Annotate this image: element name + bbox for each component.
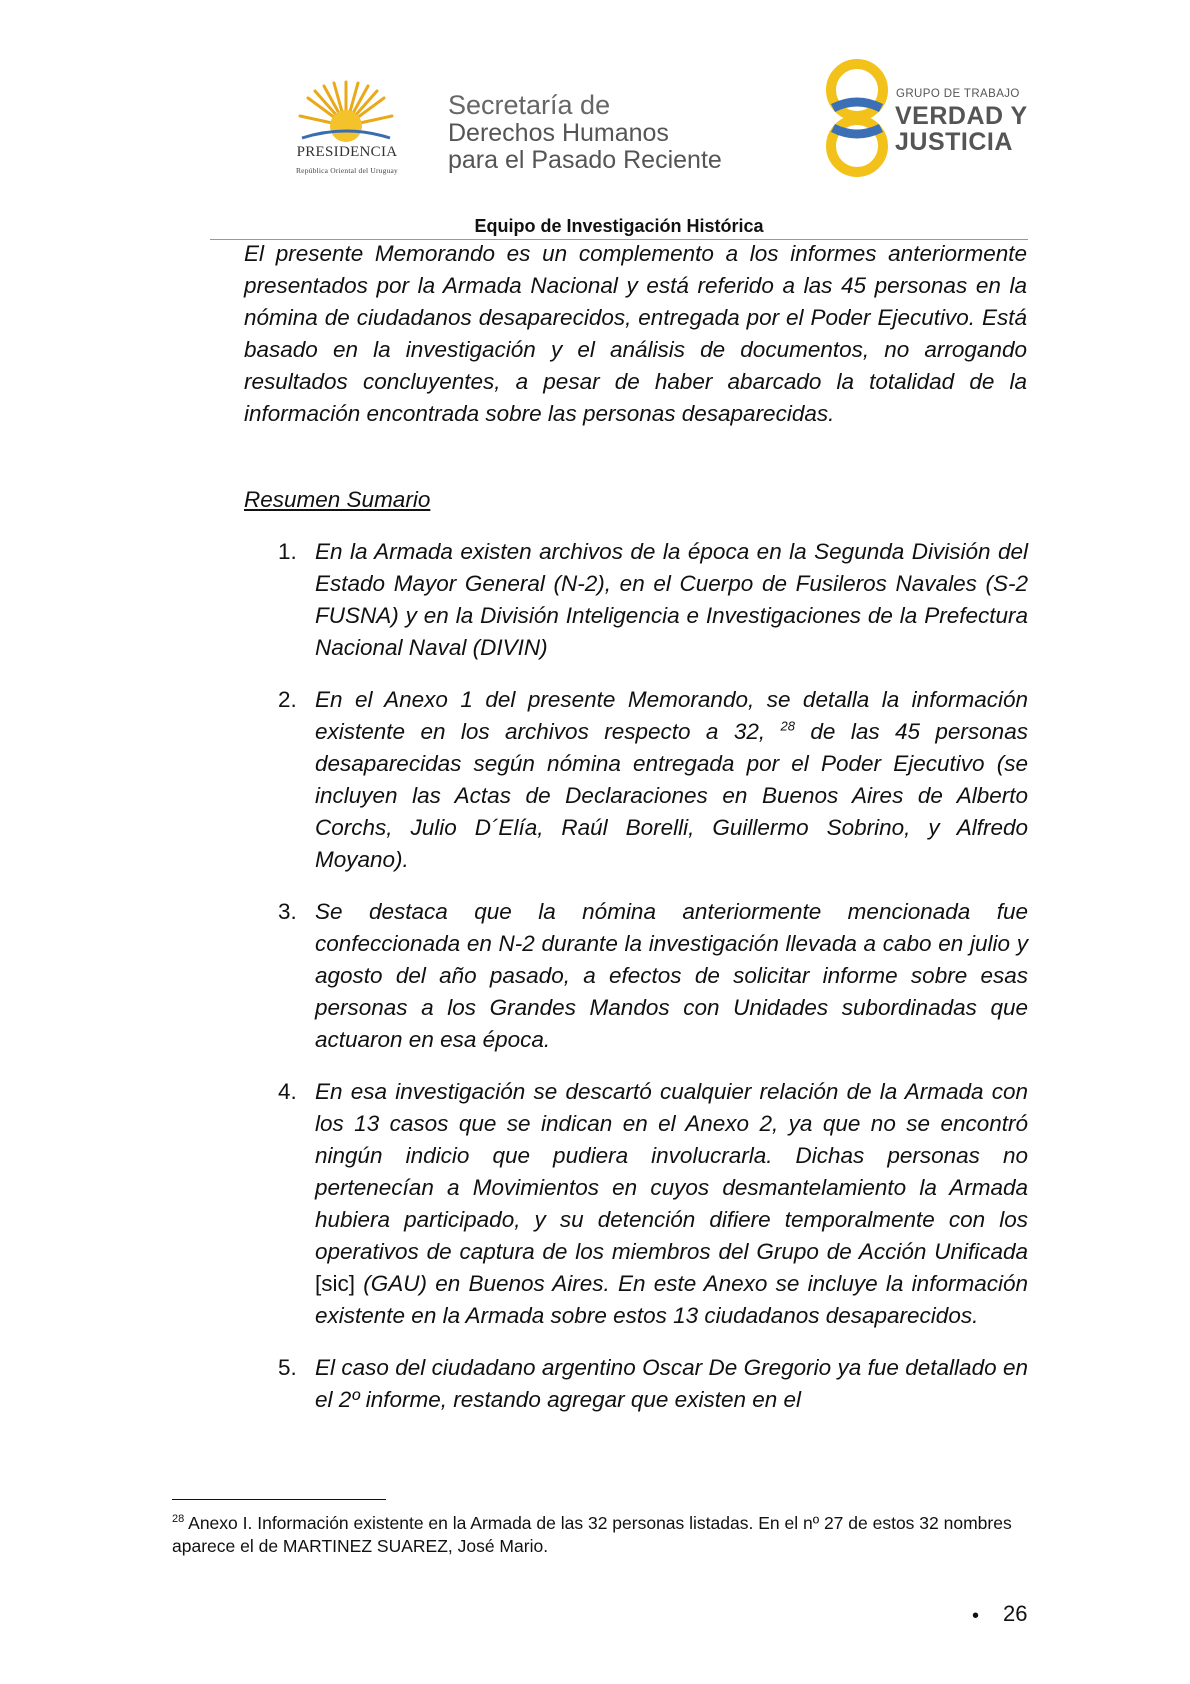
presidencia-subtitle: República Oriental del Uruguay <box>295 166 398 175</box>
secretaria-line3: para el Pasado Reciente <box>448 146 722 174</box>
page-bullet: • <box>972 1605 980 1627</box>
footnote-number: 28 <box>172 1513 185 1525</box>
footnote-divider <box>172 1499 386 1500</box>
page-number: 26 <box>1003 1601 1028 1626</box>
summary-heading: Resumen Sumario <box>244 487 431 512</box>
presidencia-name: PRESIDENCIA <box>296 144 398 160</box>
list-item <box>278 896 1028 1056</box>
presidencia-logo <box>272 80 422 180</box>
item-text: En el Anexo 1 del presente Memorando, se detalla la información existente en los archivos respecto a 32, <box>315 687 1028 744</box>
list-item <box>278 1352 1028 1416</box>
item-text: En esa investigación se descartó cualquier relación de la Armada con los 13 casos que se indican en el Anexo 2, ya que no se encontró ningún indicio que pudiera involucrarla. Dichas personas no pertenecían a Movimientos en cuyos desmantelamiento la Armada hubiera participado, y su detención difiere temporalmente con los operativos de captura de los miembros del Grupo de Acción Unificada <box>315 1079 1028 1264</box>
grupo-title-line1: VERDAD Y <box>895 102 1028 130</box>
footnote-text: Anexo I. Información existente en la Armada de las 32 personas listadas. En el nº 27 de estos 32 nombres aparece el de MARTINEZ SUAREZ, José Mario. <box>172 1512 1012 1556</box>
list-item <box>278 536 1028 664</box>
item-text: El caso del ciudadano argentino Oscar De Gregorio ya fue detallado en el 2º informe, restando agregar que existen en el <box>315 1355 1028 1412</box>
sun-emblem-icon <box>296 80 396 144</box>
item-number: 4. <box>278 1079 297 1104</box>
team-heading: Equipo de Investigación Histórica <box>474 216 764 236</box>
verdad-justicia-logo <box>822 56 1042 180</box>
secretaria-line2: Derechos Humanos <box>448 119 669 147</box>
item-number: 5. <box>278 1355 297 1380</box>
item-number: 2. <box>278 687 297 712</box>
list-item <box>278 1076 1028 1332</box>
secretaria-line1: Secretaría de <box>448 90 611 120</box>
grupo-title-line2: JUSTICIA <box>895 128 1013 156</box>
item-text: Se destaca que la nómina anteriormente mencionada fue confeccionada en N-2 durante la investigación llevada a cabo en julio y agosto del año pasado, a efectos de solicitar informe sobre esas personas a los Grandes Mandos con Unidades subordinadas que actuaron en esa época. <box>315 899 1028 1052</box>
summary-list <box>278 536 1028 1436</box>
footnote <box>172 1508 1028 1558</box>
interlocked-rings-icon <box>822 56 892 180</box>
item-text-continued: (GAU) en Buenos Aires. En este Anexo se incluye la información existente en la Armada sobre estos 13 ciudadanos desaparecidos. <box>315 1271 1028 1328</box>
secretaria-title <box>448 90 778 174</box>
item-text-continued: de las 45 personas desaparecidas según nómina entregada por el Poder Ejecutivo (se incluyen las Actas de Declaraciones en Buenos Aires de Alberto Corchs, Julio D´Elía, Raúl Borelli, Guillermo Sobrino, y Alfredo Moyano). <box>315 719 1028 872</box>
item-number: 1. <box>278 539 297 564</box>
item-number: 3. <box>278 899 297 924</box>
list-item <box>278 684 1028 876</box>
intro-paragraph: El presente Memorando es un complemento a los informes anteriormente presentados por la Armada Nacional y está referido a las 45 personas en la nómina de ciudadanos desaparecidos, entregada por el Poder Ejecutivo. Está basado en la investigación y el análisis de documentos, no arrogando resultados concluyentes, a pesar de haber abarcado la totalidad de la información encontrada sobre las personas desaparecidas. <box>244 241 1027 426</box>
item-text: En la Armada existen archivos de la época en la Segunda División del Estado Mayor General (N-2), en el Cuerpo de Fusileros Navales (S-2 FUSNA) y en la División Inteligencia e Investigaciones de la Prefectura Nacional Naval (DIVIN) <box>315 539 1028 660</box>
grupo-label: GRUPO DE TRABAJO <box>896 88 1020 100</box>
sic-marker: [sic] <box>315 1271 356 1296</box>
footnote-reference[interactable]: 28 <box>780 718 795 734</box>
